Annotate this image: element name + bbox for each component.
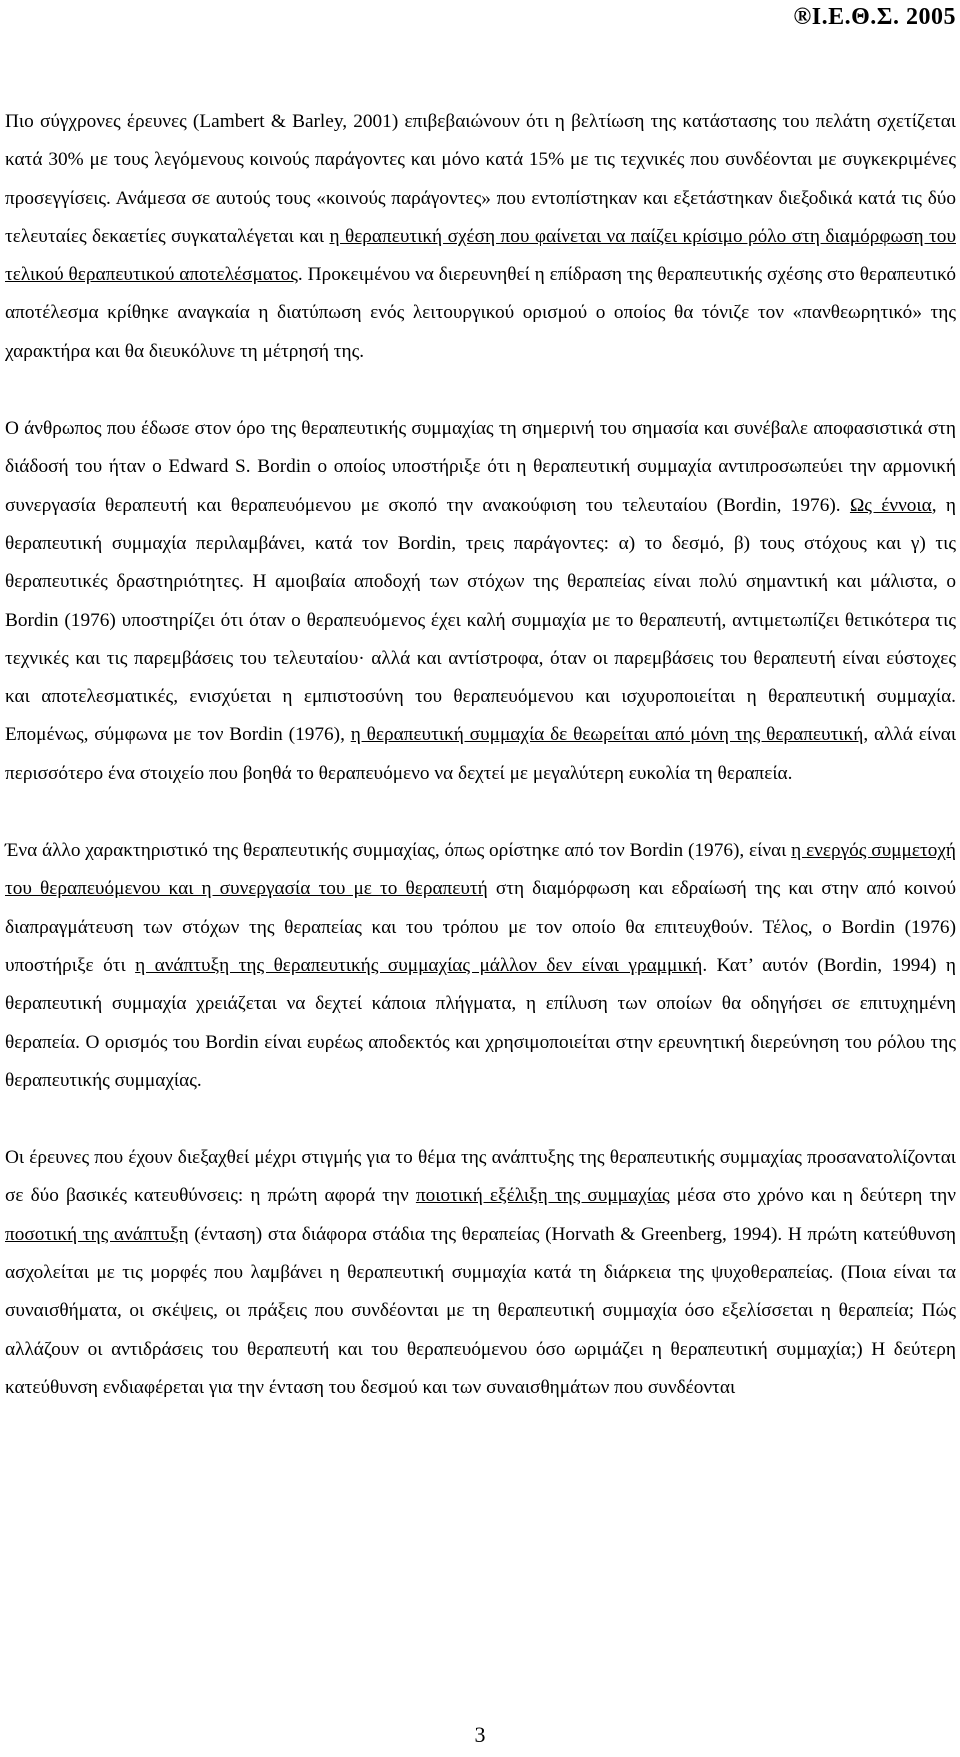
text-run: . Κατ’ αυτόν (Bordin, 1994) η θεραπευτική συμμαχία χρειάζεται να δεχτεί κάποια πλήγματα, η επίλυση των οποίων θα οδηγήσει σε επιτυχημένη θεραπεία. Ο ορισμός του Bordin είναι ευρέως αποδεκτός και χρησιμοποιείται στην ερευνητική διερεύνηση του ρόλου της θεραπευτικής συμμαχίας.: [5, 954, 956, 1091]
text-run: Πιο σύγχρονες έρευνες (Lambert & Barley, 2001) επιβεβαιώνουν ότι η βελτίωση της κατάστασης του πελάτη σχετίζεται κατά 30% με τους λεγόμενους κοινούς παράγοντες και μόνο κατά 15% με τις τεχνικές που συνδέονται με συγκεκριμένες προσεγγίσεις. Ανάμεσα σε αυτούς τους «κοινούς παράγοντες» που εντοπίστηκαν και εξετάστηκαν διεξοδικά κατά τις δύο τελευταίες δεκαετίες συγκαταλέγεται και: [5, 111, 956, 247]
text-run: , η θεραπευτική συμμαχία περιλαμβάνει, κατά τον Bordin, τρεις παράγοντες: α) το δεσμό, β) τους στόχους και γ) τις θεραπευτικές δραστηριότητες. Η αμοιβαία αποδοχή των στόχων της θεραπείας είναι πολύ σημαντική και μάλιστα, ο Bordin (1976) υποστηρίζει ότι όταν ο θεραπευόμενος έχει καλή συμμαχία με το θεραπευτή, αντιμετωπίζει θετικότερα τις τεχνικές και τις παρεμβάσεις του τελευταίου· αλλά και αντίστροφα, όταν οι παρεμβάσεις του θεραπευτή είναι εύστοχες και αποτελεσματικές, ενισχύεται η εμπιστοσύνη του θεραπευόμενου και ισχυροποιείται η θεραπευτική συμμαχία. Επομένως, σύμφωνα με τον Bordin (1976),: [5, 494, 956, 746]
underlined-text: η ενεργός συμμετοχή του θεραπευόμενου και η συνεργασία του με το θεραπευτή: [5, 840, 956, 900]
text-run: , αλλά είναι περισσότερο ένα στοιχείο που βοηθά το θεραπευόμενο να δεχτεί με μεγαλύτερη ευκολία τη θεραπεία.: [5, 724, 957, 784]
paragraph-1: [5, 103, 956, 371]
underlined-text: ποσοτική της ανάπτυξη: [5, 1223, 189, 1245]
paragraph-gap: [5, 371, 956, 410]
text-run: μέσα στο χρόνο και η δεύτερη την: [669, 1185, 956, 1207]
underlined-text: ποιοτική εξέλιξη της συμμαχίας: [415, 1185, 670, 1207]
text-run: Οι έρευνες που έχουν διεξαχθεί μέχρι στιγμής για το θέμα της ανάπτυξης της θεραπευτικής συμμαχίας προσανατολίζονται σε δύο βασικές κατευθύνσεις: η πρώτη αφορά την: [5, 1147, 956, 1207]
text-run: στη διαμόρφωση και εδραίωσή της και στην από κοινού διαπραγμάτευση των στόχων της θεραπείας και του τρόπου με τον οποίο θα επιτευχθούν. Τέλος, ο Bordin (1976) υποστήριξε ότι: [5, 878, 956, 976]
text-run: . Προκειμένου να διερευνηθεί η επίδραση της θεραπευτικής σχέσης στο θεραπευτικό αποτέλεσμα κρίθηκε αναγκαία η διατύπωση ενός λειτουργικού ορισμού ο οποίος θα τόνιζε τον «πανθεωρητικό» της χαρακτήρα και θα διευκόλυνε τη μέτρησή της.: [5, 264, 956, 362]
text-run: (ένταση) στα διάφορα στάδια της θεραπείας (Horvath & Greenberg, 1994). Η πρώτη κατεύθυνση ασχολείται με τις μορφές που λαμβάνει η θεραπευτική συμμαχία κατά τη διάρκεια της ψυχοθεραπείας. (Ποια είναι τα συναισθήματα, οι σκέψεις, οι πράξεις που συνδέονται με τη θεραπευτική συμμαχία όσο εξελίσσεται η θεραπεία; Πώς αλλάζουν οι αντιδράσεις του θεραπευτή και του θεραπευόμενου όσο ωριμάζει η θεραπευτική συμμαχία;) Η δεύτερη κατεύθυνση ενδιαφέρεται για την ένταση του δεσμού και των συναισθημάτων που συνδέονται: [5, 1223, 956, 1398]
paragraph-3: [5, 832, 956, 1100]
underlined-text: Ως έννοια: [849, 494, 932, 516]
paragraph-4: [5, 1139, 956, 1407]
paragraph-gap: [5, 793, 956, 832]
page-number: 3: [474, 1722, 486, 1747]
body-text: [5, 103, 956, 1407]
underlined-text: η θεραπευτική συμμαχία δε θεωρείται από μόνη της θεραπευτική: [350, 724, 864, 746]
paragraph-gap: [5, 1100, 956, 1139]
text-run: Ένα άλλο χαρακτηριστικό της θεραπευτικής συμμαχίας, όπως ορίστηκε από τον Bordin (1976), είναι: [5, 840, 792, 862]
underlined-text: η ανάπτυξη της θεραπευτικής συμμαχίας μάλλον δεν είναι γραμμική: [135, 954, 703, 976]
paragraph-2: [5, 410, 956, 793]
underlined-text: η θεραπευτική σχέση που φαίνεται να παίζει κρίσιμο ρόλο στη διαμόρφωση του τελικού θεραπευτικού αποτελέσματος: [5, 225, 956, 286]
page-header: ®Ι.Ε.Θ.Σ. 2005: [793, 4, 956, 30]
text-run: Ο άνθρωπος που έδωσε στον όρο της θεραπευτικής συμμαχίας τη σημερινή του σημασία και συνέβαλε αποφασιστικά στη διάδοσή του ήταν ο Edward S. Bordin ο οποίος υποστήριξε ότι η θεραπευτική συμμαχία αντιπροσωπεύει την αρμονική συνεργασία θεραπευτή και θεραπευόμενου με σκοπό την ανακούφιση του τελευταίου (Bordin, 1976).: [5, 418, 956, 516]
